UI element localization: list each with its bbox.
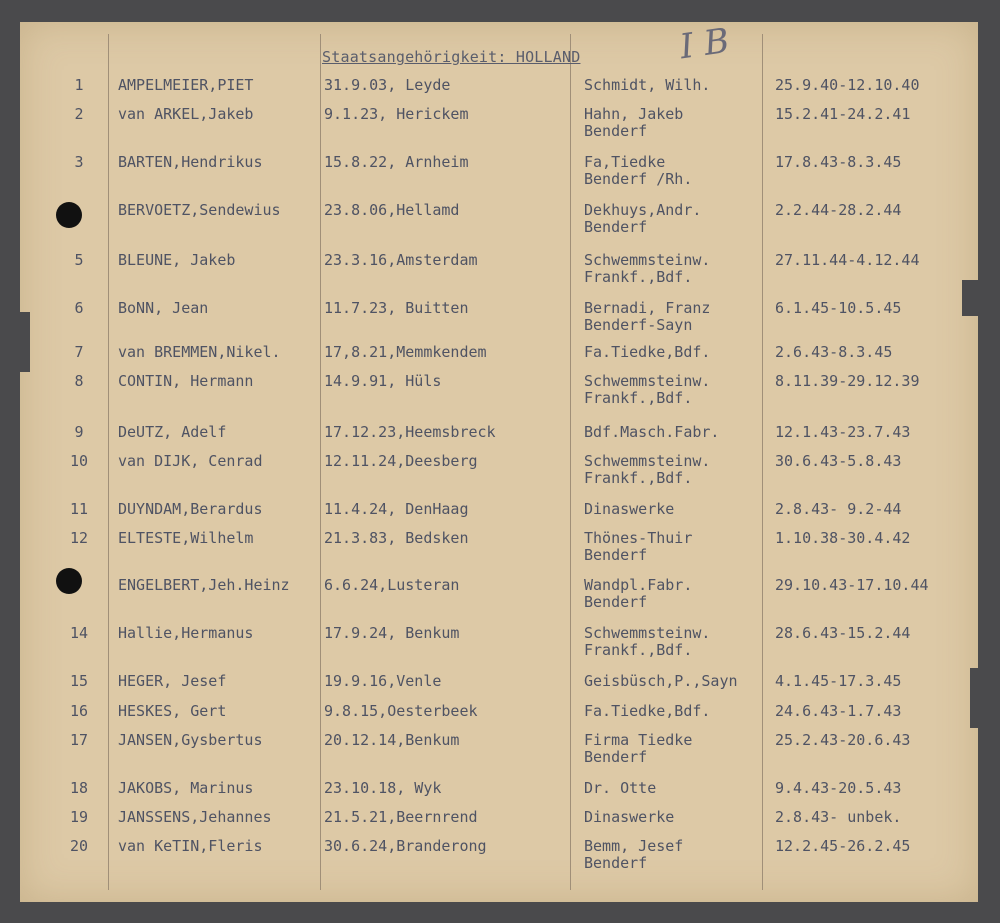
- person-name: AMPELMEIER,PIET: [118, 76, 254, 94]
- row-number: 15: [69, 672, 89, 690]
- person-name: van KeTIN,Fleris: [118, 837, 263, 855]
- employer: Thönes-Thuir Benderf: [584, 529, 693, 564]
- handwritten-note: I B: [677, 20, 732, 68]
- row-number: 2: [74, 105, 84, 123]
- employment-period: 27.11.44-4.12.44: [775, 251, 920, 269]
- row-number: 5: [74, 251, 84, 269]
- birth-date-place: 30.6.24,Branderong: [324, 837, 487, 855]
- employment-period: 2.2.44-28.2.44: [775, 201, 902, 219]
- person-name: JANSSENS,Jehannes: [118, 808, 272, 826]
- column-rule: [762, 34, 763, 890]
- birth-date-place: 23.8.06,Hellamd: [324, 201, 460, 219]
- row-number: 17: [69, 731, 89, 749]
- person-name: CONTIN, Hermann: [118, 372, 254, 390]
- row-number: 18: [69, 779, 89, 797]
- employer: Fa.Tiedke,Bdf.: [584, 343, 711, 361]
- column-rule: [320, 34, 321, 890]
- person-name: HEGER, Jesef: [118, 672, 227, 690]
- person-name: ENGELBERT,Jeh.Heinz: [118, 576, 290, 594]
- employment-period: 17.8.43-8.3.45: [775, 153, 902, 171]
- birth-date-place: 17,8.21,Memmkendem: [324, 343, 487, 361]
- person-name: BERVOETZ,Sendewius: [118, 201, 281, 219]
- employer: Fa.Tiedke,Bdf.: [584, 702, 711, 720]
- paper-tear: [16, 312, 30, 372]
- employer: Schmidt, Wilh.: [584, 76, 711, 94]
- birth-date-place: 23.10.18, Wyk: [324, 779, 442, 797]
- employer: Schwemmsteinw. Frankf.,Bdf.: [584, 372, 711, 407]
- page-header: Staatsangehörigkeit: HOLLAND: [322, 48, 581, 66]
- employer: Schwemmsteinw. Frankf.,Bdf.: [584, 624, 711, 659]
- punch-hole: [56, 202, 82, 228]
- employment-period: 6.1.45-10.5.45: [775, 299, 902, 317]
- row-number: 3: [74, 153, 84, 171]
- employer: Bemm, Jesef Benderf: [584, 837, 684, 872]
- person-name: van ARKEL,Jakeb: [118, 105, 254, 123]
- birth-date-place: 19.9.16,Venle: [324, 672, 442, 690]
- person-name: BoNN, Jean: [118, 299, 209, 317]
- employment-period: 12.2.45-26.2.45: [775, 837, 911, 855]
- person-name: BLEUNE, Jakeb: [118, 251, 236, 269]
- birth-date-place: 11.4.24, DenHaag: [324, 500, 469, 518]
- person-name: JANSEN,Gysbertus: [118, 731, 263, 749]
- employer: Firma Tiedke Benderf: [584, 731, 693, 766]
- birth-date-place: 17.9.24, Benkum: [324, 624, 460, 642]
- person-name: van DIJK, Cenrad: [118, 452, 263, 470]
- row-number: 20: [69, 837, 89, 855]
- employer: Hahn, Jakeb Benderf: [584, 105, 684, 140]
- employer: Dr. Otte: [584, 779, 657, 797]
- employer: Bdf.Masch.Fabr.: [584, 423, 720, 441]
- column-rule: [570, 34, 571, 890]
- birth-date-place: 17.12.23,Heemsbreck: [324, 423, 496, 441]
- employment-period: 12.1.43-23.7.43: [775, 423, 911, 441]
- paper-tear: [970, 668, 980, 728]
- employer: Schwemmsteinw. Frankf.,Bdf.: [584, 251, 711, 286]
- paper-tear: [962, 280, 980, 316]
- birth-date-place: 31.9.03, Leyde: [324, 76, 451, 94]
- employment-period: 9.4.43-20.5.43: [775, 779, 902, 797]
- employment-period: 1.10.38-30.4.42: [775, 529, 911, 547]
- row-number: 14: [69, 624, 89, 642]
- birth-date-place: 11.7.23, Buitten: [324, 299, 469, 317]
- birth-date-place: 9.8.15,Oesterbeek: [324, 702, 478, 720]
- row-number: 10: [69, 452, 89, 470]
- employment-period: 25.2.43-20.6.43: [775, 731, 911, 749]
- column-rule: [108, 34, 109, 890]
- employer: Fa,Tiedke Benderf /Rh.: [584, 153, 693, 188]
- employer: Geisbüsch,P.,Sayn: [584, 672, 738, 690]
- employer: Schwemmsteinw. Frankf.,Bdf.: [584, 452, 711, 487]
- employment-period: 2.8.43- 9.2-44: [775, 500, 902, 518]
- punch-hole: [56, 568, 82, 594]
- birth-date-place: 12.11.24,Deesberg: [324, 452, 478, 470]
- birth-date-place: 20.12.14,Benkum: [324, 731, 460, 749]
- employment-period: 30.6.43-5.8.43: [775, 452, 902, 470]
- birth-date-place: 6.6.24,Lusteran: [324, 576, 460, 594]
- document-page: [20, 22, 978, 902]
- birth-date-place: 14.9.91, Hüls: [324, 372, 442, 390]
- person-name: DeUTZ, Adelf: [118, 423, 227, 441]
- row-number: 19: [69, 808, 89, 826]
- person-name: BARTEN,Hendrikus: [118, 153, 263, 171]
- employment-period: 28.6.43-15.2.44: [775, 624, 911, 642]
- employment-period: 4.1.45-17.3.45: [775, 672, 902, 690]
- row-number: 7: [74, 343, 84, 361]
- row-number: 9: [74, 423, 84, 441]
- employment-period: 29.10.43-17.10.44: [775, 576, 929, 594]
- employment-period: 15.2.41-24.2.41: [775, 105, 911, 123]
- birth-date-place: 21.3.83, Bedsken: [324, 529, 469, 547]
- employer: Bernadi, Franz Benderf-Sayn: [584, 299, 711, 334]
- person-name: JAKOBS, Marinus: [118, 779, 254, 797]
- birth-date-place: 9.1.23, Herickem: [324, 105, 469, 123]
- person-name: DUYNDAM,Berardus: [118, 500, 263, 518]
- person-name: HESKES, Gert: [118, 702, 227, 720]
- birth-date-place: 23.3.16,Amsterdam: [324, 251, 478, 269]
- employment-period: 24.6.43-1.7.43: [775, 702, 902, 720]
- employer: Dinaswerke: [584, 808, 675, 826]
- row-number: 11: [69, 500, 89, 518]
- person-name: van BREMMEN,Nikel.: [118, 343, 281, 361]
- birth-date-place: 21.5.21,Beernrend: [324, 808, 478, 826]
- employment-period: 2.8.43- unbek.: [775, 808, 902, 826]
- employer: Wandpl.Fabr. Benderf: [584, 576, 693, 611]
- employer: Dekhuys,Andr. Benderf: [584, 201, 702, 236]
- person-name: ELTESTE,Wilhelm: [118, 529, 254, 547]
- row-number: 8: [74, 372, 84, 390]
- birth-date-place: 15.8.22, Arnheim: [324, 153, 469, 171]
- row-number: 1: [74, 76, 84, 94]
- employment-period: 8.11.39-29.12.39: [775, 372, 920, 390]
- employment-period: 2.6.43-8.3.45: [775, 343, 893, 361]
- row-number: 6: [74, 299, 84, 317]
- employment-period: 25.9.40-12.10.40: [775, 76, 920, 94]
- employer: Dinaswerke: [584, 500, 675, 518]
- person-name: Hallie,Hermanus: [118, 624, 254, 642]
- row-number: 12: [69, 529, 89, 547]
- row-number: 16: [69, 702, 89, 720]
